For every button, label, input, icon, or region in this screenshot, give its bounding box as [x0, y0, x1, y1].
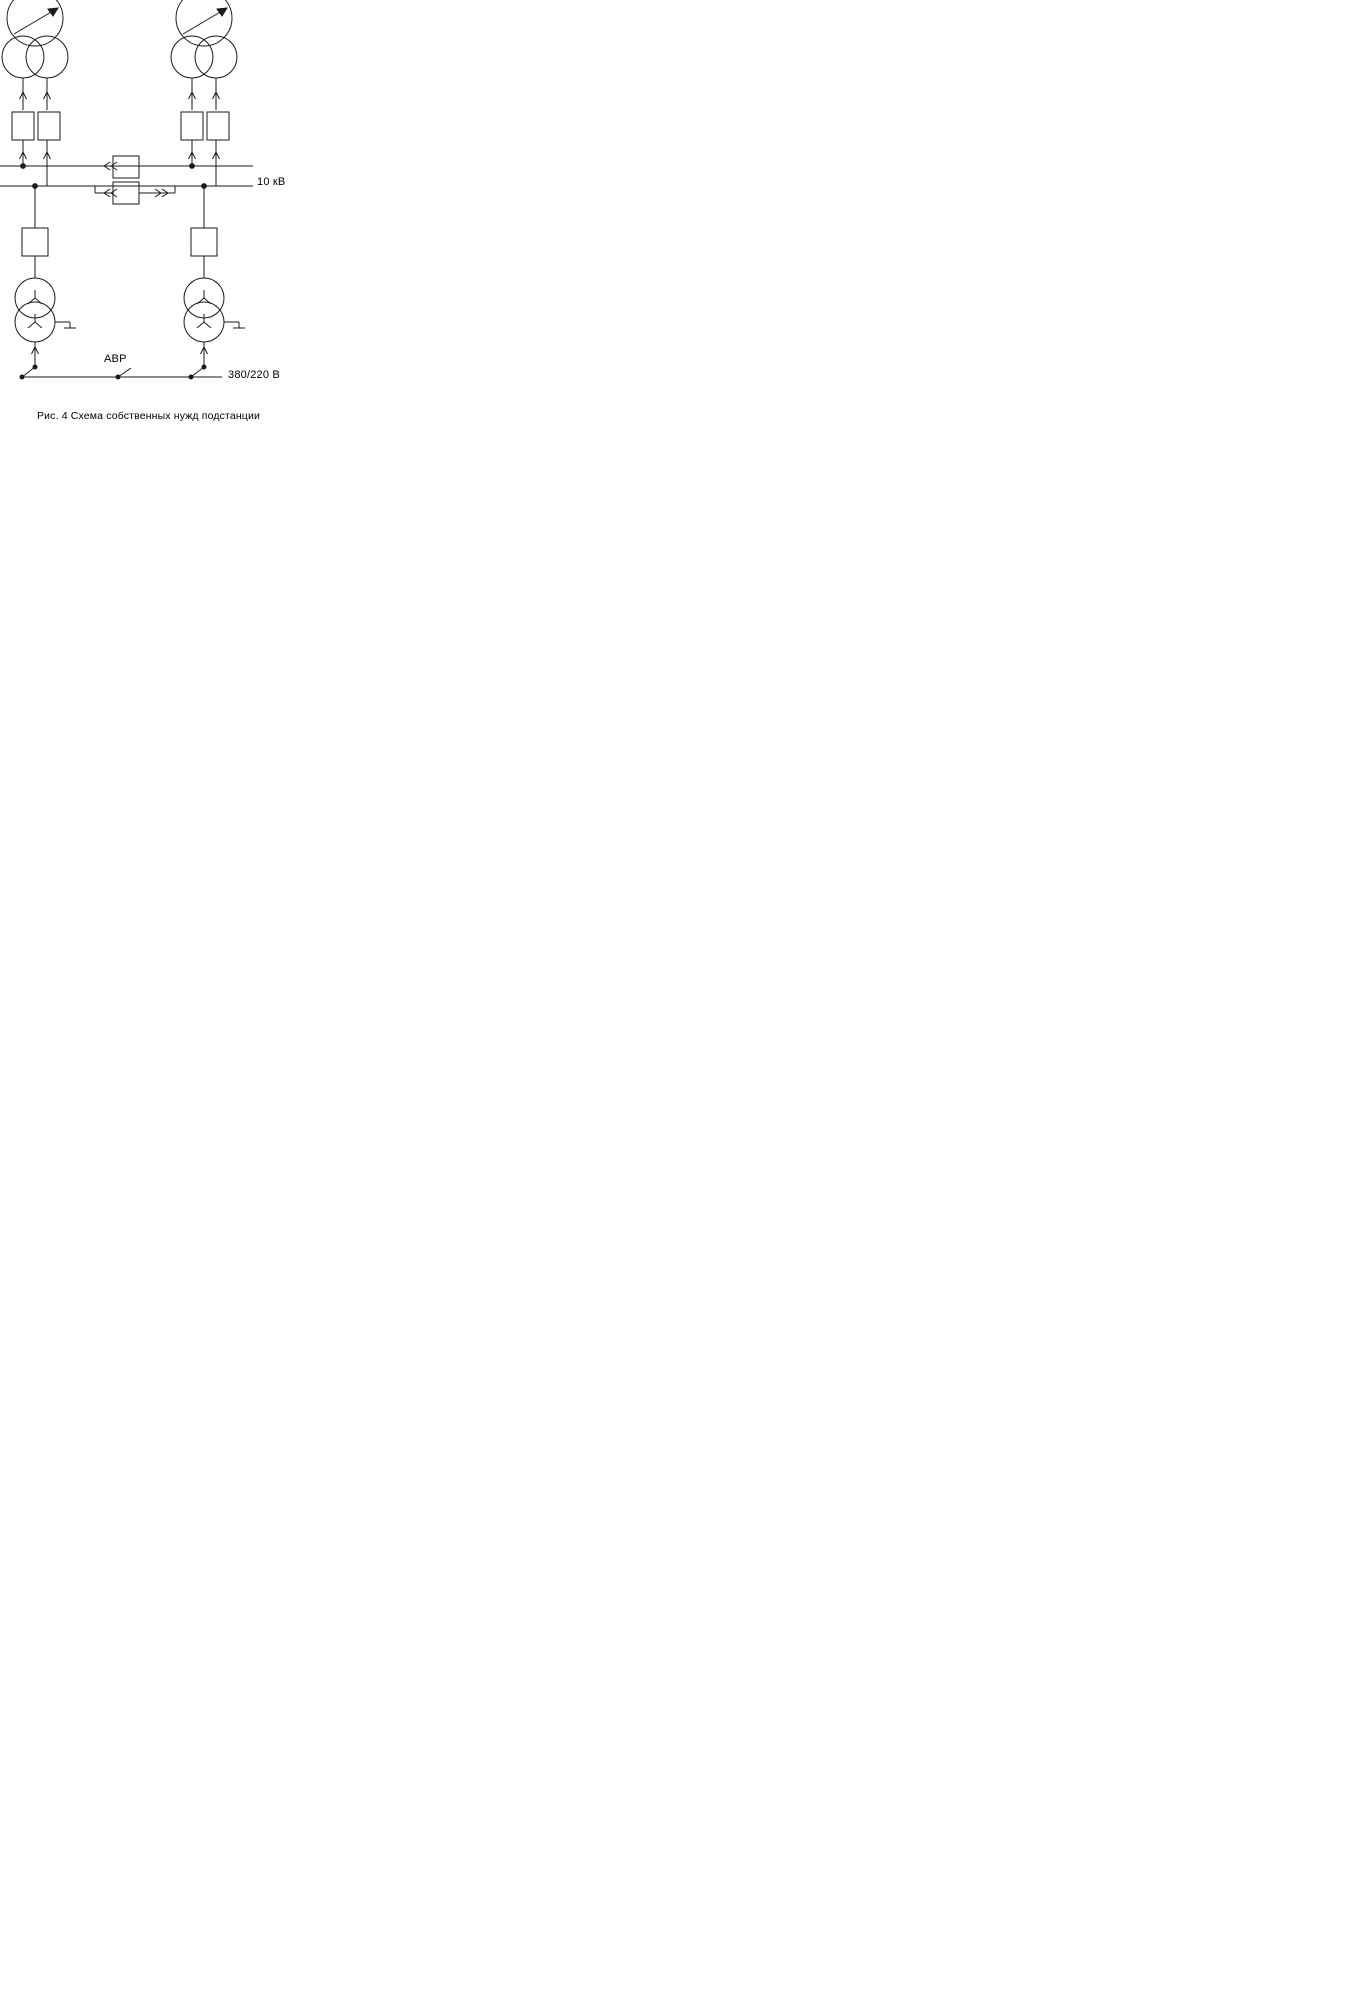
busbar-voltage-label: 10 кВ: [257, 176, 286, 188]
bus-coupler-branch: [95, 156, 192, 204]
disconnector-box-right-a: [181, 112, 203, 140]
disconnector-box-left-b: [38, 112, 60, 140]
figure-caption: Рис. 4 Схема собственных нужд подстанции: [37, 410, 260, 422]
circuit-breaker-left: [22, 228, 48, 256]
auxiliary-transformer-right: [184, 278, 245, 342]
disconnector-box-right-b: [207, 112, 229, 140]
bus-coupler-box-upper: [113, 156, 139, 178]
low-voltage-label: 380/220 В: [228, 369, 280, 381]
load-switch-left: [20, 360, 37, 379]
feeder-right: [171, 0, 245, 379]
circuit-breaker-right: [191, 228, 217, 256]
feeder-left: [2, 0, 76, 379]
avr-label: АВР: [104, 353, 127, 365]
bus-coupler-box-lower: [113, 182, 139, 204]
disconnector-box-left-a: [12, 112, 34, 140]
power-transformer-left: [2, 0, 68, 78]
load-switch-right: [189, 360, 206, 379]
auxiliary-transformer-left: [15, 278, 76, 342]
power-transformer-right: [171, 0, 237, 78]
